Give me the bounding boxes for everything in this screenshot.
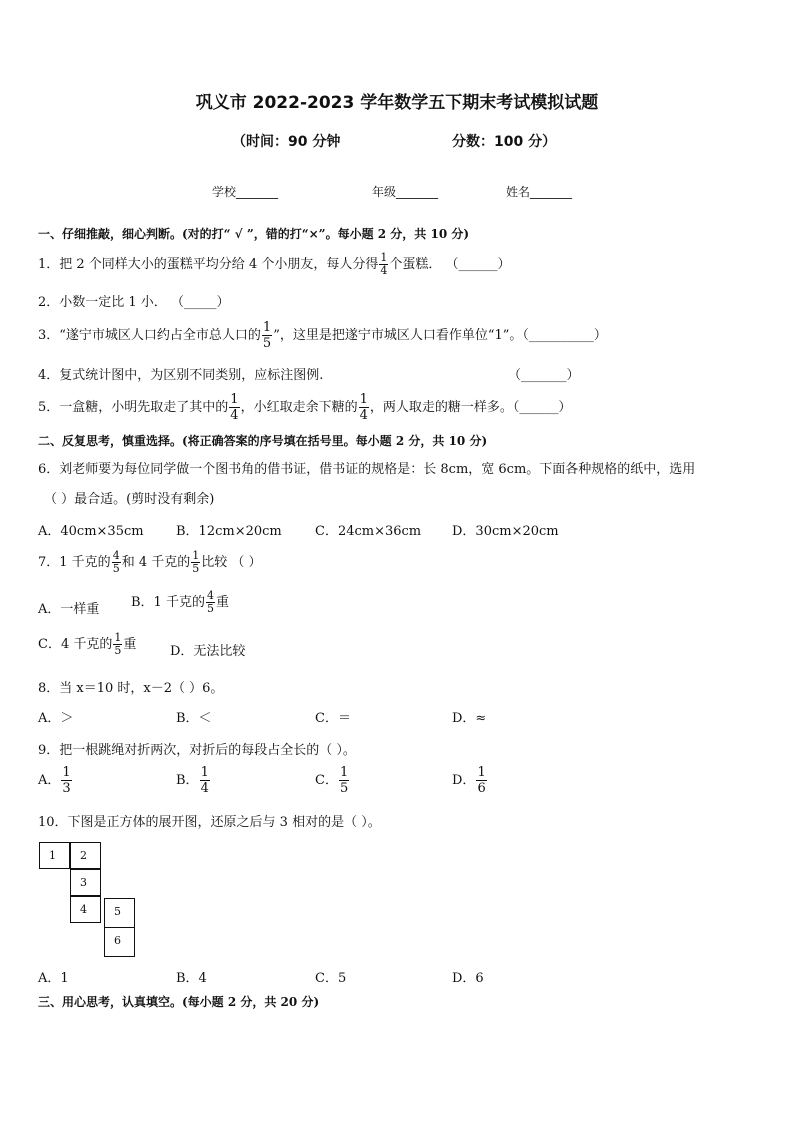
cube-face-1: 1 (39, 842, 70, 869)
q9-option-c (315, 765, 350, 796)
q1-denominator: 4 (380, 264, 388, 277)
q9-option-a-denominator: 3 (62, 781, 71, 796)
q9-option-a-fraction (61, 765, 71, 796)
q8-option-c: C．＝ (315, 711, 351, 726)
q5-numerator-1: 1 (230, 392, 239, 407)
question-7 (38, 550, 262, 575)
grade-field: 年级_______ (372, 185, 439, 199)
cube-face-6: 6 (104, 927, 135, 957)
question-8: 8．当 x＝10 时，x－2（ ）6。 (38, 681, 224, 696)
question-3 (38, 320, 607, 351)
q5-fraction-2 (359, 392, 369, 423)
q9-option-b-denominator: 4 (200, 781, 209, 796)
q9-option-c-fraction (339, 765, 349, 796)
q9-option-d-numerator: 1 (477, 765, 486, 780)
cube-face-3: 3 (70, 869, 101, 896)
name-field: 姓名_______ (506, 185, 573, 199)
q8-option-b: B．＜ (176, 711, 212, 726)
q6-option-a: A．40cm×35cm (38, 524, 144, 539)
q7-option-c-suffix: 重 (123, 637, 137, 652)
q9-option-d-denominator: 6 (477, 781, 486, 796)
cube-face-5: 5 (104, 898, 135, 928)
q6-option-b: B．12cm×20cm (176, 524, 282, 539)
q10-option-c: C．5 (315, 971, 347, 986)
q4-blank: （_______） (508, 368, 580, 383)
question-1 (38, 252, 510, 277)
q3-numerator: 1 (262, 320, 272, 335)
q8-option-d: D．≈ (452, 711, 487, 726)
q8-option-a: A．＞ (38, 711, 74, 726)
q9-option-d-label: D． (452, 773, 476, 788)
q9-option-a (38, 765, 73, 796)
question-6-line-2: （ ）最合适。(剪时没有剩余) (44, 492, 215, 507)
question-5 (38, 392, 571, 423)
q7-option-a: A．一样重 (38, 602, 100, 617)
q3-text-b: ”，这里是把遂宁市城区人口看作单位“1”。（__________） (273, 328, 607, 343)
question-6-line-1: 6．刘老师要为每位同学做一个图书角的借书证，借书证的规格是：长 8cm，宽 6cm。下面各种规格的纸中，选用 (38, 462, 696, 477)
q1-numerator: 1 (380, 251, 388, 264)
q1-text-b: 个蛋糕． （______） (389, 257, 511, 272)
q7-option-c-fraction (113, 632, 122, 657)
q7-option-b-fraction (206, 590, 215, 615)
q4-text-a: 4．复式统计图中，为区别不同类别，应标注图例. (38, 368, 324, 383)
page-title: 巩义市 2022-2023 学年数学五下期末考试模拟试题 (195, 93, 599, 113)
question-10: 10．下图是正方体的展开图，还原之后与 3 相对的是（ ）。 (38, 815, 381, 830)
q1-text-a: 1．把 2 个同样大小的蛋糕平均分给 4 个小朋友，每人分得 (38, 257, 379, 272)
q7-option-c-denominator: 5 (114, 644, 122, 657)
q7-option-c-text: C．4 千克的 (38, 637, 113, 652)
q6-option-d: D．30cm×20cm (452, 524, 559, 539)
exam-score: 分数：100 分） (452, 134, 557, 150)
question-9: 9．把一根跳绳对折两次，对折后的每段占全长的（ ）。 (38, 743, 356, 758)
q7-numerator-1: 4 (112, 549, 120, 562)
q5-numerator-2: 1 (359, 392, 368, 407)
q9-option-b-fraction (200, 765, 210, 796)
cube-face-2: 2 (70, 842, 101, 869)
q5-denominator-1: 4 (230, 408, 239, 423)
q9-option-b-label: B． (176, 773, 199, 788)
q9-option-b-numerator: 1 (200, 765, 209, 780)
q1-fraction (379, 252, 388, 277)
exam-time: （时间：90 分钟 (232, 134, 341, 150)
q7-text-a: 7．1 千克的 (38, 555, 111, 570)
q6-option-c: C．24cm×36cm (315, 524, 422, 539)
q7-option-b-denominator: 5 (206, 602, 214, 615)
q7-fraction-2 (191, 550, 200, 575)
q7-option-b (131, 590, 229, 615)
q7-option-b-numerator: 4 (206, 589, 214, 602)
q9-option-c-numerator: 1 (339, 765, 349, 780)
q7-option-c-numerator: 1 (114, 631, 122, 644)
q10-option-d: D．6 (452, 971, 484, 986)
q5-text-a: 5．一盒糖，小明先取走了其中的 (38, 400, 229, 415)
q10-option-b: B．4 (176, 971, 207, 986)
q7-option-b-suffix: 重 (215, 595, 229, 610)
q10-option-a: A．1 (38, 971, 69, 986)
q5-denominator-2: 4 (359, 408, 368, 423)
q7-text-c: 比较 （ ） (201, 555, 262, 570)
cube-face-4: 4 (70, 896, 101, 923)
q9-option-c-label: C． (315, 773, 338, 788)
q9-option-d-fraction (476, 765, 486, 796)
q7-option-d: D．无法比较 (170, 644, 246, 659)
section-3-heading: 三、用心思考，认真填空。(每小题 2 分，共 20 分) (38, 995, 320, 1009)
q5-text-c: ，两人取走的糖一样多。（______） (369, 400, 572, 415)
q7-denominator-1: 5 (112, 562, 120, 575)
q9-option-b (176, 765, 211, 796)
q7-numerator-2: 1 (192, 549, 200, 562)
question-2: 2．小数一定比 1 小． （_____） (38, 295, 230, 310)
q3-denominator: 5 (262, 336, 272, 351)
q7-text-b: 和 4 千克的 (121, 555, 191, 570)
question-4 (38, 364, 323, 383)
q9-option-d (452, 765, 488, 796)
q7-fraction-1 (112, 550, 121, 575)
section-2-heading: 二、反复思考，慎重选择。(将正确答案的序号填在括号里。每小题 2 分，共 10 分) (38, 434, 488, 448)
q3-text-a: 3．“遂宁市城区人口约占全市总人口的 (38, 328, 261, 343)
q7-denominator-2: 5 (192, 562, 200, 575)
section-1-heading: 一、仔细推敲，细心判断。(对的打“ √ ”，错的打“×”。每小题 2 分，共 10 分) (38, 227, 470, 241)
q9-option-c-denominator: 5 (339, 781, 349, 796)
q5-fraction-1 (229, 392, 239, 423)
q9-option-a-label: A． (38, 773, 61, 788)
school-field: 学校_______ (212, 185, 279, 199)
q7-option-b-text: B．1 千克的 (131, 595, 205, 610)
q3-fraction (262, 320, 272, 351)
q9-option-a-numerator: 1 (62, 765, 71, 780)
q5-text-b: ，小红取走余下糖的 (240, 400, 358, 415)
q7-option-c (38, 632, 136, 657)
